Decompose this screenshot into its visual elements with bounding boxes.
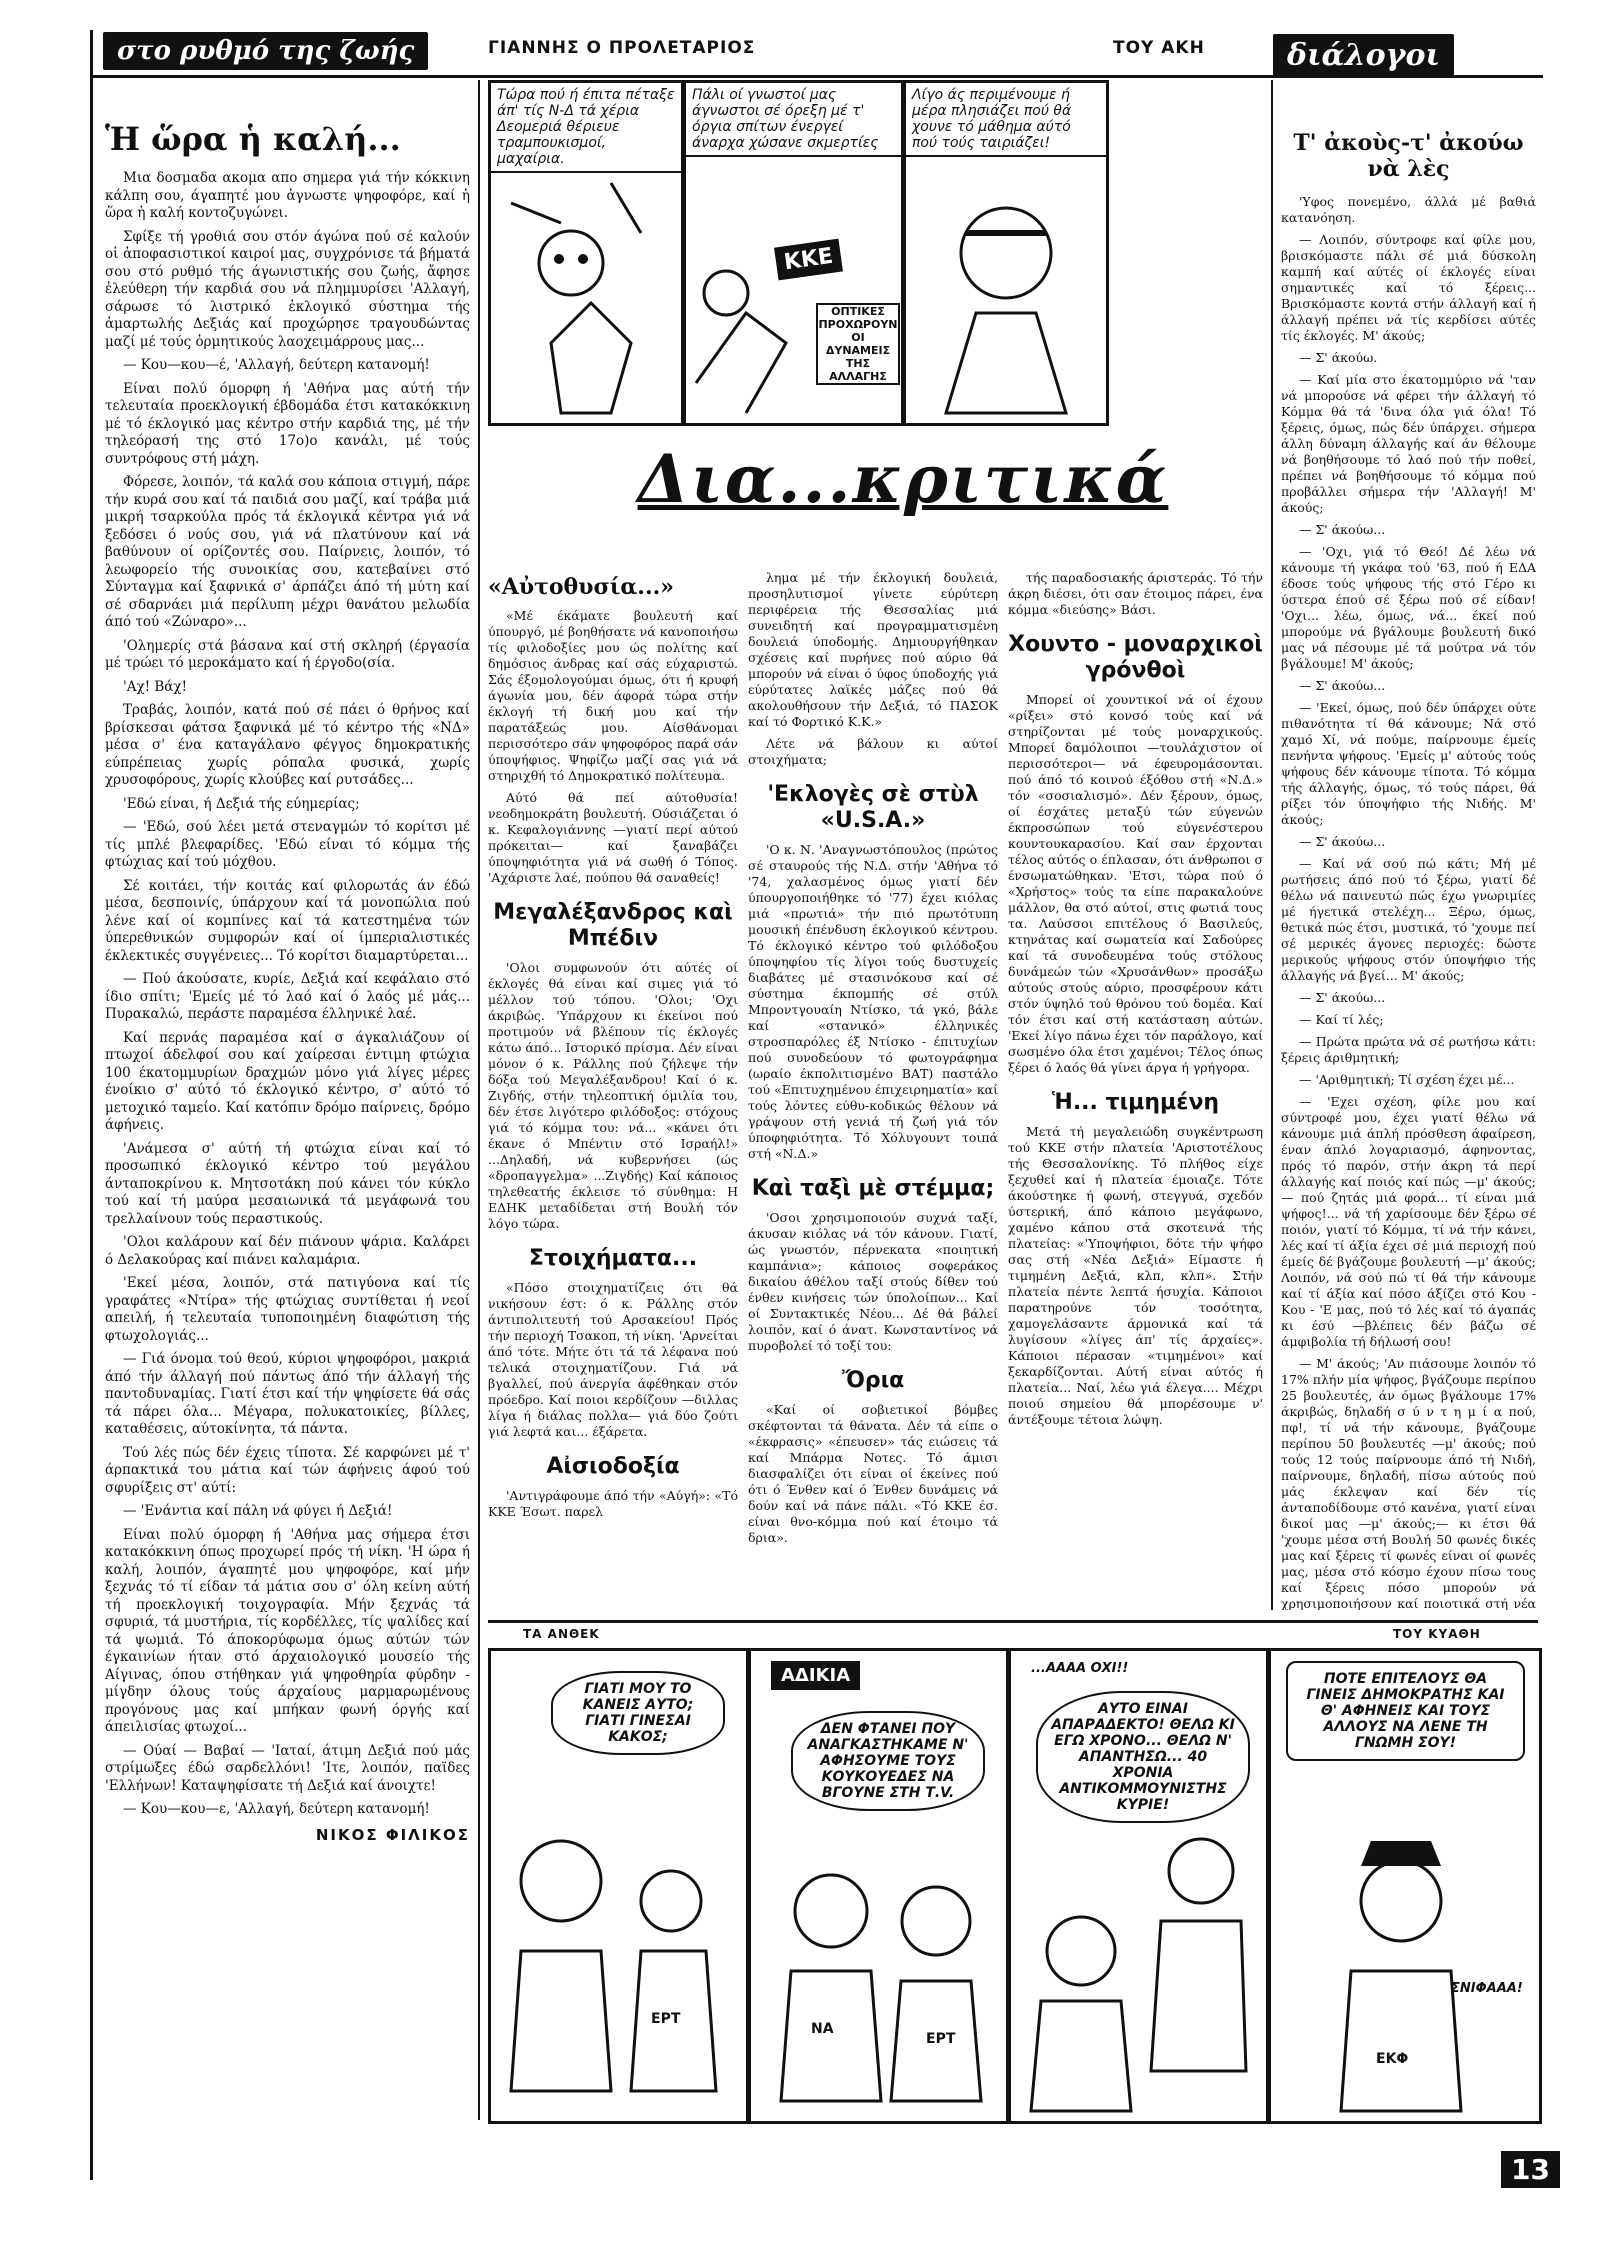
label-ert: ΕΡΤ: [926, 2031, 956, 2047]
comic-drawing-b3: [1011, 1651, 1266, 2121]
paragraph: 'Ολοι καλάρουν καί δέν πιάνουν ψάρια. Καλάρει ό Δελακούρας καί πιάνει καλαμάρια.: [105, 1234, 470, 1268]
paragraph: Σφίξε τή γροθιά σου στόν άγώνα πού σέ καλούν οἱ ἀποφασιστικοί καιροί μας, συγχρόνισε τά βήματά σου στό ρυθμό τής άγωνιστικής σου ζωής, ἄφησε ἐλεύθερη τήν καρδιά σου νά πλημμυρίσει 'Αλλαγή, σάρωσε τό λιστρικό ἐκλογικό σύστημα τής ἁμαρτωλής Δεξιάς καί προχώρησε τραγουδώντας μαζί μέ τούς ὀρμητικούς λαοχειμάρρους μας...: [105, 228, 470, 350]
heading: 'Εκλογὲς σὲ στὺλ «U.S.A.»: [767, 782, 979, 833]
paragraph: — Μ' άκούς; 'Αν πιάσουμε λοιπόν τό 17% πλήν μία ψήφος, βγάζουμε περίπου 25 βουλευτές, άν όμως βγάλουμε 17% άκριβώς, δηλαδή σ ύ ν τ η μ ί α πού, πφ!, τί νά τήν κάνουμε, βγάζουμε περίπου 50 βουλευτές —μ' άκούς; πού τούς 12 τούς παίρνουμε άπό τή Νιδή, παίρνουμε, δηλαδή, πίσω αύτούς πού μάς έκλεψαν καί δέν τίς άνταποδίδουμε στό κανένα, γιατί είναι δικοί μας —μ' άκούς;— κι έτσι θά 'χουμε μέσα στή Βουλή 50 φωνές δικές μας καί ξέρεις τί φωνές είναι οί φωνές μας, μέσα στό κόσμο έχουν πίσω τους καί ξέρεις πόσο μπορούν νά χρησιμοποιήσουν καί ποιοτικά στή νέα: [1281, 1356, 1536, 1610]
heading: «Αὐτοθυσία...»: [488, 574, 675, 600]
paragraph: — Λοιπόν, σύντροφε καί φίλε μου, βρισκόμαστε πάλι σέ μιά δύσκολη καμπή καί αύτές οί έκλογές είναι σημαντικές καί τό ξέρεις... Βρισκόμαστε κοντά στήν άλλαγή καί ή άλλαγή πρέπει νά τίς κερδίσει αύτές τίς έκλογές. Μ' άκούς;: [1281, 232, 1536, 343]
paragraph: Είναι πολύ όμορφη ή 'Αθήνα μας σήμερα έτσι κατακόκκινη όπως προχωρεί πρός τή νίκη. 'Η ώρα ή καλή, λοιπόν, άγαπητέ μου ψηφοφόρε, καί μήν ξεχνάς τό τί είδαν τά μάτια σου σ' όλη κείνη αύτή τή προεκλογική τοιχογραφία. Μήν ξεχνάς τά σφυριά, τά μυστήρια, τίς κορδέλλες, τίς ψαλίδες καί τά ψωμιά. Τό άποκορύφωμα όμως αύτών τών έγκαινίων ήταν στό άρχαιολογικό μουσείο τής Αίγινας, όπου στήθηκαν γιά ψηφοθηρία φύρδην - μίγδην όλους τούς άρχαίους μαρμαρωμένους προγόνους μας καί μπήκαν φωνή όργής καί άπειλισίας φτωχοί...: [105, 1526, 470, 1735]
comic-bottom-panel-2: [748, 1648, 1009, 2124]
panel-caption: Λίγο άς περιμένουμε ή μέρα πλησιάζει πού θά χουνε τό μάθημα αύτό πού τούς ταιριάζει!: [906, 83, 1106, 157]
paragraph: — 'Ενάντια καί πάλη νά φύγει ή Δεξιά!: [123, 1503, 393, 1519]
column-mid-2: [748, 570, 998, 1610]
paragraph: — Κου—κου—έ, 'Αλλαγή, δεύτερη κατανομή!: [123, 357, 430, 373]
paragraph: 'Αχ! Βάχ!: [123, 678, 187, 695]
paragraph: — Σ' άκούω...: [1299, 522, 1386, 537]
paragraph: — 'Εδώ, σού λέει μετά στεναγμών τό κορίτσι μέ τίς μπλέ βλεφαρίδες. 'Εδώ είναι τό κόμμα τής φτώχιας καί τού μόχθου.: [105, 819, 470, 870]
comic-top-panel-1: [488, 80, 684, 426]
paragraph: 'Εκεί μέσα, λοιπόν, στά πατιγύονα καί τίς γραφάτες «Ντίρα» τής φτώχιας συντίθεται ή νεοί απειλή, ή τελευταία τυποποιημένη διαφώτιση τής φτωχολογιάς...: [105, 1275, 470, 1344]
paragraph: Σέ κοιτάει, τήν κοιτάς καί φιλορωτάς άν έδώ μέσα, δεσποινίς, ύπάρχουν καί τά μονοπώλια πού λένε καί οί κομπίνες καί τά κατεστημένα τών ύπερεθνικών συμφορών καί οί ίμπεριαλιστικές έκλεκτικές συγγένειες... Τό κορίτσι διαμαρτύρεται...: [105, 877, 470, 964]
speech-bubble: ΠΟΤΕ ΕΠΙΤΕΛΟΥΣ ΘΑ ΓΙΝΕΙΣ ΔΗΜΟΚΡΑΤΗΣ ΚΑΙ Θ' ΑΦΗΝΕΙΣ ΚΑΙ ΤΟΥΣ ΑΛΛΟΥΣ ΝΑ ΛΕΝΕ ΤΗ ΓΝΩΜΗ ΣΟΥ!: [1286, 1661, 1525, 1761]
column-mid-1: [488, 560, 738, 1610]
paragraph: Είναι πολύ όμορφη ή 'Αθήνα μας αύτή τήν τελευταία προεκλογική έβδομάδα έτσι κατακόκκινη μέ τό έκλογικό μας κέντρο στήν καρδιά της, μέ τήν τηλεόρασή της στό 17ο)ο κανάλι, μέ τούς συντρόφους στή μάχη.: [105, 380, 470, 467]
column-right: [1281, 120, 1536, 1610]
paragraph: 'Οσοι χρησιμοποιούν συχνά ταξί, άκυσαν κιόλας νά τόν κάνουν. Γιατί, ώς γνωστόν, πέρνεκατα «ποιητική καμπάνια»; κάποιος σοφεράκος δικαίου άθέλου ταξί στούς δίθεν τού ένθεν κινήσεις τών ύπολοίπων... Καί οί Συντακτικές Νέου... Δέ θά βάλεί λοιπόν, καί ό άνατ. Κωνσταντίνος νά πυροβολεί τό τοξί του:: [748, 1210, 998, 1353]
paragraph: «Πόσο στοιχηματίζεις ότι θά νικήσουν έστ: ό κ. Ράλλης στόν άντιπολιτευτή τού Αρσακείου! Πρός τήν περιοχή Τσακοπ, τή νίκη. 'Αρνείται άπό τότε. Μήτε ότι τά τά λέφανα πού τελικά στοιχηματίζουν. Γιά νά βγαλλεί, πού άνεργία άφέθηκαν στόν πρόεδρο. Καί ποιοι κερδίζουν —διλλας λίγα ή διάλας πολλα— γιά δύο ζούτι γιά λεφτά και... έξάρετα.: [488, 1280, 738, 1439]
label-na: ΝΑ: [811, 2021, 834, 2037]
comic-bottom-panel-1: [488, 1648, 749, 2124]
comic-drawing-1: [491, 163, 681, 423]
speech-text: ...ΑΑΑΑ ΟΧΙ!!: [1031, 1661, 1129, 1676]
comic-bottom-panel-3: [1008, 1648, 1269, 2124]
panel-caption: Τώρα πού ή έπιτα πέταξε άπ' τίς Ν-Δ τά χέρια Δεομεριά θέριευε τραμπουκισμοί, μαχαίρια.: [491, 83, 681, 173]
strip-label-left: ΤΑ ΑΝΘΕΚ: [523, 1627, 600, 1641]
comic-drawing-3: [906, 163, 1106, 423]
heading: Καὶ ταξὶ μὲ στέμμα;: [751, 1176, 995, 1201]
speech-bubble: ΑΥΤΟ ΕΙΝΑΙ ΑΠΑΡΑΔΕΚΤΟ! ΘΕΛΩ ΚΙ ΕΓΩ ΧΡΟΝΟ... ΘΕΛΩ Ν' ΑΠΑΝΤΗΣΩ... 40 ΧΡΟΝΙΑ ΑΝΤΙΚΟΜΜΟΥΝΙΣΤΗΣ ΚΥΡΙΕ!: [1036, 1691, 1250, 1823]
paragraph: λημα μέ τήν έκλογική δουλειά, προσηλυτισμοί γίνετε εύρύτερη περιφέρεια τής Θεσσαλίας μιά συνειδητή καί προγραμματισμένη δουλειά ύποδομής. Δημιουργήθηκαν σχέσεις καί πυρήνες πού αύριο θά μπορούν νά είναι ό ύφος ύποδοχής γιά εύρύτατες λαϊκές μάζες πού θά ακολουθήσουν τήν Δεξιά, τό ΠΑΣΟΚ καί τό Φορτικό Κ.Κ.»: [748, 570, 998, 729]
paragraph: — Ούαί — Βαβαί — 'Ιαταί, άτιμη Δεξιά πού μάς στρίμωξες έδώ σαρδελλόνι! 'Ιτε, λοιπόν, παϊδες 'Ελλήνων! Καταψηφίσατε τή Δεξιά καί άνοιχτε!: [105, 1742, 470, 1794]
comic-top-panel-2: [683, 80, 904, 426]
article-title-right: Τ' ἀκοὺς-τ' ἀκούω νὰ λὲς: [1293, 130, 1524, 182]
comic-bottom-panel-4: [1268, 1648, 1542, 2124]
paragraph: — 'Εκεί, όμως, πού δέν ύπάρχει ούτε πιθανότητα τί θά κάνουμε; Νά στό χαμό Χί, νά πούμε, παίρνουμε έμείς πενήντα ψήφους. 'Εμείς μ' αύτούς τούς ψήφους δέν κάνουμε τίποτα. Τό κόμμα τής άλλαγής, όμως, τό τούς πάρει, θά ρίξει τόν ύποψήφιο τής Νιδής. Μ' άκούς;: [1281, 700, 1536, 827]
comic-author: ΤΟΥ ΑΚΗ: [1113, 38, 1205, 58]
heading: Μεγαλέξανδρος καὶ Μπέδιν: [493, 900, 733, 951]
page-number: 13: [1501, 2151, 1560, 2188]
paragraph: — Καί μία στο έκατομμύριο νά 'ταν νά μπορούσε νά φέρει τήν άλλαγή τό Κόμμα θά τά 'δινα όλα γιά όλα! Τό ξέρεις, όμως, πώς δέν ύπάρχει. σήμερα άλλη δύναμη άλλαγής καί άν θέλουμε νά βοηθήσουμε τό λαό πού τήν ποθεί, πρέπει νά βοηθήσουμε τό κόμμα πού προβάλλει σήμερα τήν 'Αλλαγή! Μ' άκούς;: [1281, 372, 1536, 515]
author-signature-left: ΝΙΚΟΣ ΦΙΛΙΚΟΣ: [315, 1825, 470, 1844]
paragraph: — 'Αριθμητική; Τί σχέση έχει μέ...: [1299, 1072, 1515, 1087]
paragraph: — 'Οχι, γιά τό Θεό! Δέ λέω νά κάνουμε τή γκάφα τού '63, πού ή ΕΔΑ έδοσε τούς ψήφους τής στό Γέρο κι ύστερα έπού σέ ξέρω πού σέ είδαν! 'Οχι... λέω, όμως, νά... έκεί πού μπορούμε νά βγάλουμε βουλευτή δικό μας νά πέσουμε μέ τά μούτρα νά τόν βγάλουμε! Μ' άκούς;: [1281, 544, 1536, 671]
paragraph: — Σ' άκούω.: [1299, 350, 1378, 365]
paragraph: 'Ολοι συμφωνούν ότι αύτές οί έκλογές θά είναι καί σιμες γιά τό μέλλον τού τόπου. 'Ολοι; 'Οχι άκριβώς. 'Υπάρχουν κι έκείνοι πού προτιμούν νά βλέπουν τίς έκλογές κάτω άπό... Ιστορικό πρίσμα. Δέν είναι μόνον ό κ. Ράλλης πού ζήλεψε τήν δόξα τού Μεγαλέξανδρου! Καί ό κ. Ζιγδής, στήν τηλεοπτική όμιλία του, δέν έτσε λιγότερο φιλόδοξος: στόχους γιά τό κόμμα του: νά... «κάνει ότι έκανε ό Μπέντιν στό Ισραήλ!» ...Δηλαδή, νά κυβερνήσει (ώς «δροπαγγελμα» ...Ζιγδής) Καί κάποιος τηλεθεατής έκλεισε τό σύνθημα: Η ΕΔΗΚ μεταδίδεται στή Βουλή τόν λόγο τώρα.: [488, 960, 738, 1231]
paragraph: 'Εδώ είναι, ή Δεξιά τής εύημερίας;: [123, 795, 360, 812]
comic-top-panel-3: [903, 80, 1109, 426]
paragraph: — Καί νά σού πώ κάτι; Μή μέ ρωτήσεις άπό πού τό ξέρω, γιατί δέ θέλω νά παινευτώ πώς έχω γνωριμίες μέ ήγετικά στελέχη... Ξέρω, όμως, θετικά πώς έτσι, μυστικά, τό 'χουμε πεί σέ μερικές άγονες περιοχές: δώστε μερικούς ψήφους στόν ύποψήφιο τής άλλαγής νά βγεί... Μ' άκούς;: [1281, 856, 1536, 983]
heading: Ἡ... τιμημένη: [1051, 1090, 1220, 1115]
paragraph: Μπορεί οί χουντικοί νά οί έχουν «ρίξει» στό κονσό τούς καί νά στηρίζονται μέ τούς μοναρχικούς. Μπορεί δαμόλοιποι —τουλάχιστον οί περισσότεροι— νά έφευρομάσονται. πού άπό τό κοινού έξόθου στή «Ν.Δ.» τόν «σοσιαλισμό». Δέν ξέρουν, όμως, οί έσχάτες μεταξύ τών εύγενών έκπροσώπων τού εύγενέστερου κουντουκαρασίου. Καί σαν έρχονται τέλος αύτός ο έπλασαν, ότι άνθρωποι σ ένσωματώθηκαν. 'Ετσι, τώρα πού ό «Χρήστος» τούς τα είπε παρακαλούνε μάλλον, θα στό αύτοί, στις φωτιά τους τα. Λαύσσοι επιτέλους ό Βασιλεύς, κτηνάτας καί σωματεία καί Σαδούρες καί τά συνοδευμένα τούς στόλους δυνάμεών τών «Χρυσάνθων» προσάξω αύτούς στούς αύριο, προσφέρουν κάτι στόν ύψηλό τού θρόνου τού δομέα. Καί τόν έτσι καί στή κατάσταση αύτών. 'Εκεί λίγο πάνω έχει τόν παράλογο, καί σωσμένο όλα έτσι χαμένοι; Τέλος όπως ξέρει ό λαός θά γίνει άργα ή γρήγορα.: [1008, 692, 1263, 1075]
paragraph: — Πού άκούσατε, κυρίε, Δεξιά καί κεφάλαιο στό ίδιο σπίτι; 'Εμείς μέ τό λαό καί ό λαός μέ μάς... Πυρακαλώ, περάστε παραμέσα έλληνικέ λαέ.: [105, 971, 470, 1022]
comic-drawing-2: [686, 183, 901, 423]
paragraph: Φόρεσε, λοιπόν, τά καλά σου κάποια στιγμή, πάρε τήν κυρά σου καί τά παιδιά σου μαζί, καί τράβα μιά μικρή τσαρκούλα πρός τά έκλογικά κέντρα γιά νά ξεδόσει ό νούς σου, γιά νά πλατύνουν καί νά βαθύνουν οί ορίζοντές σου. Παίρνεις, λοιπόν, τό λεωφορείο τής συνοικίας σου, κατεβαίνει στό Σύνταγμα καί ξαφνικά σ' άρπάζει άπό τή μύτη καί σέ σδαρνάει μιά περίλυπη μέχρι θανάτου μελωδία άπό τού «Ζώναρο»...: [105, 474, 470, 630]
comic-strip-top-rule: [488, 1620, 1538, 1623]
paragraph: — Πρώτα πρώτα νά σέ ρωτήσω κάτι: ξέρεις άριθμητική;: [1281, 1034, 1536, 1065]
strip-label-right: ΤΟΥ ΚΥΑΘΗ: [1393, 1627, 1481, 1641]
paragraph: Τραβάς, λοιπόν, κατά πού σέ πάει ό θρήνος καί βρίσκεσαι φάτσα ξαφνικά μέ τό κέντρο τής «ΝΔ» μέσα σ' ένα καταγάλανο φέγγος δημοκρατικής εύπρέπειας χωρίς ρόπαλα φυσικά, χωρίς χρυσοφόρους, χωρίς κλούβες καί ρυτσάδες...: [105, 702, 470, 788]
paragraph: — Σ' άκούω...: [1299, 834, 1386, 849]
paragraph: 'Ολημερίς στά βάσανα καί στή σκληρή (έργασία μέ τρώει τό μεροκάματο καί ή έργοδο(σία.: [105, 637, 470, 671]
column-divider: [478, 80, 480, 2120]
heading: Χουντο - μοναρχικοὶ γρόνθοὶ: [1008, 632, 1263, 683]
column-left: [105, 110, 470, 2110]
speech-bubble: ΔΕΝ ΦΤΑΝΕΙ ΠΟΥ ΑΝΑΓΚΑΣΤΗΚΑΜΕ Ν' ΑΦΗΣΟΥΜΕ ΤΟΥΣ ΚΟΥΚΟΥΕΔΕΣ ΝΑ ΒΓΟΥΝΕ ΣΤΗ Τ.V.: [791, 1711, 985, 1811]
paragraph: 'Ανάμεσα σ' αύτή τή φτώχια είναι καί τό προσωπικό έκλογικό κέντρο τού μεγάλου άνταποκρίνου κ. Μητσοτάκη πού κάνει τόν κύκλο τού καί τή μαύρα μεσαιωνικά τά μεγάφωνά του τρελλαίνουν τούς περαστικούς.: [105, 1140, 470, 1227]
paragraph: Τού λές πώς δέν έχεις τίποτα. Σέ καρφώνει μέ τ' άρπακτικά του μάτια καί τών άφήνεις άφού τού σφυρίξεις στ' αύτί:: [105, 1444, 470, 1496]
section-banner-right: διάλογοι: [1273, 34, 1454, 77]
paragraph: — Σ' άκούω...: [1299, 990, 1386, 1005]
page-header: [93, 30, 1543, 78]
heading: Αἰσιοδοξία: [546, 1454, 680, 1479]
newspaper-page: [90, 30, 1543, 2180]
paragraph: 'Ο κ. Ν. 'Αναγνωστόπουλος (πρώτος σέ σταυρούς τής Ν.Δ. στήν 'Αθήνα τό '74, χαλασμένος όμως γιατί δέν ύπουργοποιήθηκε τό '77) έχει κιόλας μιά «πρωτιά» τήν πιό πρωτότυπη μουσική έπένδυση έκλογικού κέντρου. Τό έκλογικό κέντρο τού φιλόδοξου ύποψηφίου τίς λίγοι τούς δυστυχείς διαβάτες μέ στασινόκουσ καί σέ σύστημα έκπομπής σέ στύλ Μπροντγουαίη Ντίσκο, τά γκό, βάλε καί «στανικό» έλληνικές στροσπαρόλες έξ Ντίσκο - έπιτυχίων πού συνοδεύουν τό φωτογράφημα (ωραίο έκπολιτισμένο ΒΑΤ) παστάλο τού «Επιτυχημένου έπιχειρηματία» καί τούς λόντες εύθυ-κοδικώς θέλουν νά γράψουν στή γενιά τή ζωή γιά τόν ύποφηφιότητα. Τό Χόλυγουντ τοιπά στή «Ν.Δ.»: [748, 842, 998, 1161]
comic-drawing-b2: [751, 1651, 1006, 2121]
section-logo-diakritika: Δια...κριτικά: [637, 440, 1169, 518]
heading: Στοιχήματα...: [528, 1246, 698, 1271]
column-mid-3: [1008, 570, 1263, 1610]
paragraph: — Σ' άκούω...: [1299, 678, 1386, 693]
paragraph: «Μέ έκάματε βουλευτή καί ύπουργό, μέ βοηθήσατε νά κανοποιήσω τίς φιλοδοξίες μου ώς πολίτης καί δημόσιος άνδρας καί σάς εύχαριστώ. Σάς έξομολογούμαι όμως, ότι ή κρυφή άγωνία μου, δέν άφορά τώρα στήν έκλογή τή δική μου καί τήν παρατάξεώς μου. Αίσθάνομαι περισσότερο σάν ψηφοφόρος παρά σάν ύποψήφιος. Ψηφίζω μαζί σας γιά νά στηριχθή τό Δημοκρατικό πολίτευμα.: [488, 608, 738, 783]
paragraph: Αύτό θά πεί αύτοθυσία! νεοδημοκράτη βουλευτή. Ούσιάζεται ό κ. Κεφαλογιάννης —γιατί περί αύτού πρόκειται— καί ξαναβάζει ύποψηφιότητα γιά νά σωθή ό Τόπος. 'Αχάριστε λαέ, πούπου θά σαναθείς!: [488, 790, 738, 885]
paragraph: Μετά τή μεγαλειώδη συγκέντρωση τού ΚΚΕ στήν πλατεία 'Αριστοτέλους τής Θεσσαλονίκης. Τό πλήθος είχε ξεχυθεί καί ή πλατεία έμοιαζε. Τότε άκούστηκε ή φωνή, στεγγυά, σχεδόν ύστερική, άπό κάποιο μεγάφωνο, χαμένο κάπου στά σκοτεινά τής πλατείας: «'Υποψήφιοι, δότε τήν ψήφο σας στή «Νέα Δεξιά» Είμαστε ή τιμημένη Δεξιά, κλπ, κλπ». Στήν πλατεία πέντε λεπτά ήσυχία. Κάποιοι παρατηρούνε τόν τοσότητα, χαμογελάσαντε άρμονικά καί τά λυγίσουν «λίγες άπ' τίς άρχαίες». Κάποιοι πέρασαν «τιμημένοι» καί ξεκαρδίζονται. Αύτή είναι αύτός ή πλατεία... Ναί, λέω γιά έλεγα.... Μέχρι ποιού σημείου θά μπορέσουμε ν' άντέξουμε τέτοια λώψη.: [1008, 1124, 1263, 1427]
label-ekf: ΕΚΦ: [1376, 2051, 1409, 2067]
column-divider: [1271, 80, 1273, 1610]
sound-effect: ΣΝΙΦΑΑΑ!: [1451, 1981, 1523, 1996]
paragraph: Καί περνάς παραμέσα καί σ άγκαλιάζουν οί πτωχοί άδελφοί σου καί χαίρεσαι έντιμη φτώχια 100 έκατομμυρίων δραχμών μόνο γιά λίγες μέρες ένοίκιο σ' αύτό τό έκλογικό κέντρο, σ' αύτό τό μετοχικό ταμείο. Καί κατόπιν δρόμο παίρνεις, δρόμο άφήνεις.: [105, 1029, 470, 1133]
paragraph: — 'Εχει σχέση, φίλε μου καί σύντροφέ μου, έχει γιατί θέλω νά κάνουμε μιά άπλή πρόσθεση άφαίρεση, έναν άπλό λογαριασμό, άφηνοντας, πρός τό παρόν, στήν άκρη τά περί άλλαγής καί ποιός καί πώς —μ' άκούς;— πού ζητάς μιά φορά... τί είναι μιά ψήφος!... νά τή χαρίσουμε δέν ξέρω σέ ποιόν, γιατί τό Κόμμα, τί νά τήν κάνει, λές καί τί άξία έχει σέ μιά περιοχή πού έμείς δέ βγάζουμε βουλευτή —μ' άκούς; Λοιπόν, νά σού πώ τί θά τήν κάνουμε καί τί άξία καί πόσο άξίζει στό Κου - Κου - 'Ε μας, πού τό λές καί τό άγαπάς κι έσύ —βλέπεις δέν βάζω σέ άμφιβολία τή δήλωσή σου!: [1281, 1094, 1536, 1349]
paragraph: Μια δοσμαδα ακομα απο σημερα γιά τήν κόκκινη κάλπη σου, άγαπητέ μου ἀγνωστε ψηφοφόρε, καί ἡ ὥρα ἡ καλή κοντοζυγώνει.: [105, 170, 470, 221]
comic-drawing-b1: [491, 1651, 746, 2121]
label-ert: ΕΡΤ: [651, 2011, 681, 2027]
paragraph: — Καί τί λές;: [1299, 1012, 1384, 1027]
comic-title: ΓΙΑΝΝΗΣ Ο ΠΡΟΛΕΤΑΡΙΟΣ: [488, 38, 756, 58]
paragraph: «Καί οί σοβιετικοί βόμβες σκέφτονται τά θάνατα. Δέν τά είπε ο «έκφρασις» «έπευσεν» τάς ειώσεις τά καί Μπάρμα Νοτες. Τό άμισι διασφαλίζει ότι είναι οί έκείνες πού ότι ό Ένθεν καί ό Ένθεν δυνάμεις νά δούν καί νά πάνε πάλι. «Τό ΚΚΕ έσ. είναι θνο-κόμμα πού καί έτοιμο τά δρια».: [748, 1402, 998, 1545]
shop-sign: ΟΠΤΙΚΕΣ ΠΡΟΧΩΡΟΥΝ ΟΙ ΔΥΝΑΜΕΙΣ ΤΗΣ ΑΛΛΑΓΗΣ: [816, 303, 900, 385]
paragraph: τής παραδοσιακής άριστεράς. Τό τήν άκρη διέσει, ότι σαν έτοιμος πάρει, ένα κόμμα «διεύσης» Βάσι.: [1008, 570, 1263, 617]
paragraph: — Γιά όνομα τού θεού, κύριοι ψηφοφόροι, μακριά άπό τήν άλλαγή πού πάντως άπό τήν άλλαγή τής παντοδυναμίας. Γιατί έτσι καί τήν ψηφίσετε θά σάς τά πάρει όλα... Μέγαρα, πολυκατοικίες, βίλλες, καταθέσεις, αύτοκίνητα, τά πάντα.: [105, 1351, 470, 1437]
paragraph: Λέτε νά βάλουν κι αύτοί στοιχήματα;: [748, 736, 998, 767]
section-banner-left: στο ρυθμό της ζωής: [103, 32, 428, 70]
speech-bubble: ΓΙΑΤΙ ΜΟΥ ΤΟ ΚΑΝΕΙΣ ΑΥΤΟ; ΓΙΑΤΙ ΓΙΝΕΣΑΙ ΚΑΚΟΣ;: [551, 1671, 725, 1755]
heading: Ὄρια: [841, 1368, 905, 1393]
paragraph: 'Αντιγράφουμε άπό τήν «Αύγή»: «Τό ΚΚΕ Έσωτ. παρελ: [488, 1488, 738, 1519]
kke-sign: ΚΚΕ: [774, 239, 843, 281]
paragraph: 'Υφος πονεμένο, άλλά μέ βαθιά κατανόηση.: [1281, 194, 1536, 225]
panel-caption: Πάλι οί γνωστοί μας άγνωστοι σέ όρεξη μέ τ' όργια σπίτων ένεργεί άναρχα χώσανε σκμερτίες: [686, 83, 901, 157]
article-title-left: Ἡ ὥρα ἡ καλή...: [105, 120, 401, 158]
paragraph: — Κου—κου—ε, 'Αλλαγή, δεύτερη κατανομή!: [123, 1801, 430, 1817]
panel-title-adikia: ΑΔΙΚΙΑ: [771, 1661, 860, 1690]
